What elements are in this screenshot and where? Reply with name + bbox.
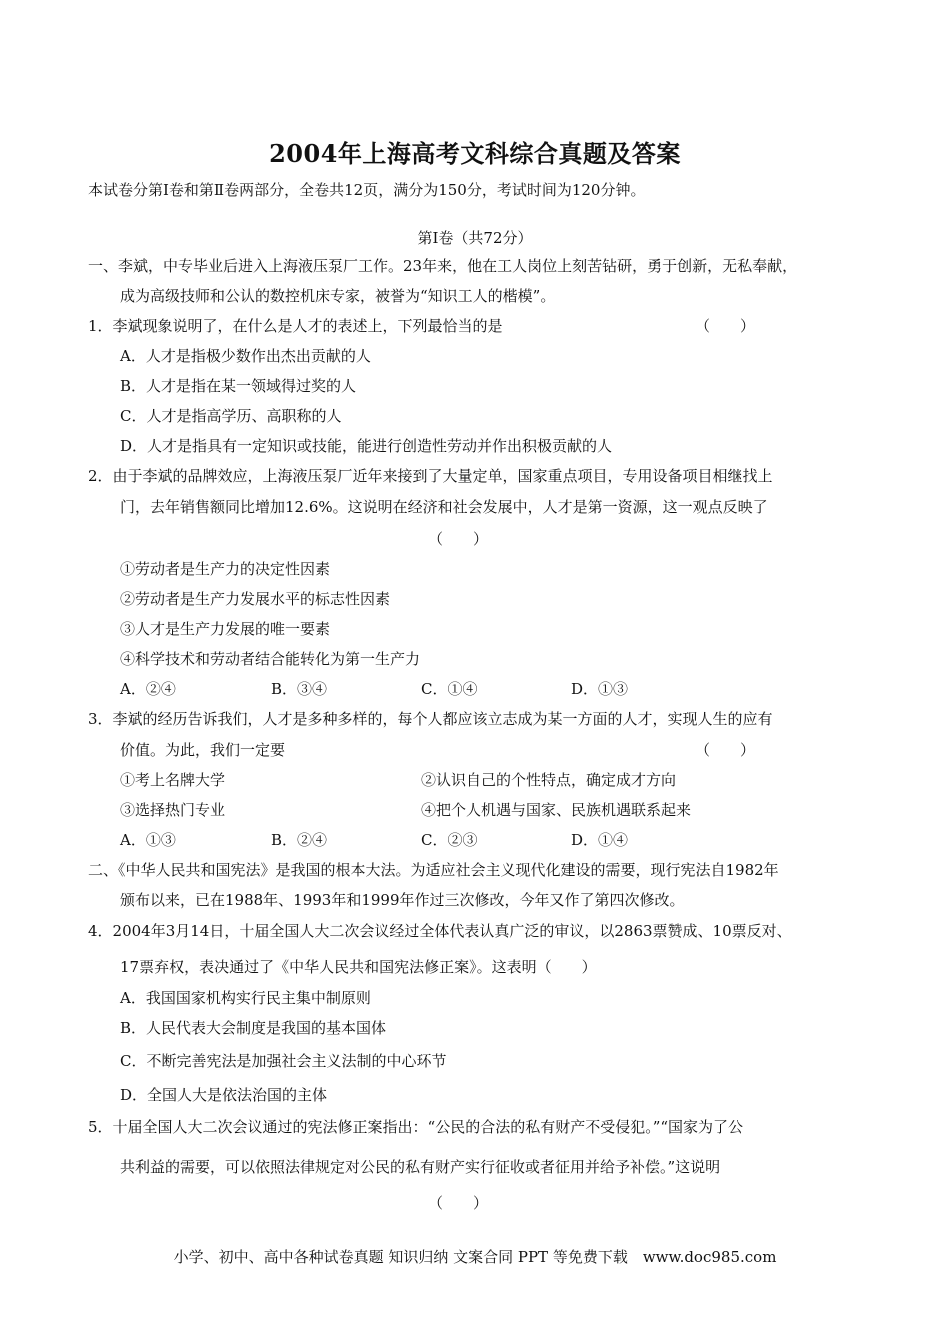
q4-option-b: B．人民代表大会制度是我国的基本国体 <box>120 1019 387 1037</box>
q2-statement-1: ①劳动者是生产力的决定性因素 <box>120 560 331 578</box>
q3-option-d: D．①④ <box>571 831 629 849</box>
q3-stem-line-1: 3．李斌的经历告诉我们，人才是多种多样的，每个人都应该立志成为某一方面的人才，实现人生的应有 <box>88 710 773 728</box>
q3-statement-4: ④把个人机遇与国家、民族机遇联系起来 <box>421 801 692 819</box>
q2-answer-blank: （ ） <box>428 530 489 548</box>
exam-intro: 本试卷分第Ⅰ卷和第Ⅱ卷两部分，全卷共12页，满分为150分，考试时间为120分钟。 <box>88 181 646 199</box>
q2-stem-line-1: 2．由于李斌的品牌效应，上海液压泵厂近年来接到了大量定单，国家重点项目，专用设备项目相继找上 <box>88 467 773 485</box>
q2-statement-2: ②劳动者是生产力发展水平的标志性因素 <box>120 590 391 608</box>
q1-answer-blank: （ ） <box>695 317 756 335</box>
document-title: 2004年上海高考文科综合真题及答案 <box>269 139 681 168</box>
q3-option-a: A．①③ <box>120 831 176 849</box>
q4-stem-line-1: 4．2004年3月14日，十届全国人大二次会议经过全体代表认真广泛的审议，以2863票赞成、10票反对、 <box>88 922 792 940</box>
passage-1-line-2: 成为高级技师和公认的数控机床专家，被誉为“知识工人的楷模”。 <box>120 287 556 305</box>
q2-statement-3: ③人才是生产力发展的唯一要素 <box>120 620 331 638</box>
q1-option-b: B．人才是指在某一领域得过奖的人 <box>120 377 357 395</box>
q2-stem-line-2: 门，去年销售额同比增加12.6%。这说明在经济和社会发展中，人才是第一资源，这一观点反映了 <box>120 498 768 516</box>
passage-1-line-1: 一、李斌，中专毕业后进入上海液压泵厂工作。23年来，他在工人岗位上刻苦钻研，勇于创新，无私奉献， <box>88 257 798 275</box>
passage-2-line-1: 二、《中华人民共和国宪法》是我国的根本大法。为适应社会主义现代化建设的需要，现行宪法自1982年 <box>88 861 779 879</box>
q3-stem-line-2: 价值。为此，我们一定要 <box>120 741 286 759</box>
q4-stem-line-2: 17票弃权，表决通过了《中华人民共和国宪法修正案》。这表明（ ） <box>120 958 597 976</box>
q2-statement-4: ④科学技术和劳动者结合能转化为第一生产力 <box>120 650 421 668</box>
q3-option-c: C．②③ <box>421 831 478 849</box>
q5-stem-line-1: 5．十届全国人大二次会议通过的宪法修正案指出：“公民的合法的私有财产不受侵犯。”“国家为了公 <box>88 1118 744 1136</box>
q2-option-c: C．①④ <box>421 680 478 698</box>
page-footer: 小学、初中、高中各种试卷真题 知识归纳 文案合同 PPT 等免费下载 www.doc985.com <box>173 1248 777 1266</box>
q1-stem: 1．李斌现象说明了，在什么是人才的表述上，下列最恰当的是 <box>88 317 503 335</box>
q3-answer-blank: （ ） <box>695 741 756 759</box>
q5-stem-line-2: 共利益的需要，可以依照法律规定对公民的私有财产实行征收或者征用并给予补偿。”这说明 <box>120 1158 721 1176</box>
q4-option-a: A．我国国家机构实行民主集中制原则 <box>120 989 371 1007</box>
q5-answer-blank: （ ） <box>428 1194 489 1212</box>
q1-option-c: C．人才是指高学历、高职称的人 <box>120 407 342 425</box>
q3-option-b: B．②④ <box>271 831 328 849</box>
q1-option-d: D．人才是指具有一定知识或技能，能进行创造性劳动并作出积极贡献的人 <box>120 437 613 455</box>
section-header: 第Ⅰ卷（共72分） <box>417 229 533 247</box>
q4-option-c: C．不断完善宪法是加强社会主义法制的中心环节 <box>120 1052 447 1070</box>
q1-option-a: A．人才是指极少数作出杰出贡献的人 <box>120 347 371 365</box>
passage-2-line-2: 颁布以来，已在1988年、1993年和1999年作过三次修改，今年又作了第四次修改。 <box>120 891 685 909</box>
q3-statement-1: ①考上名牌大学 <box>120 771 226 789</box>
q2-option-d: D．①③ <box>571 680 629 698</box>
q2-option-b: B．③④ <box>271 680 328 698</box>
q3-statement-2: ②认识自己的个性特点，确定成才方向 <box>421 771 677 789</box>
q4-option-d: D．全国人大是依法治国的主体 <box>120 1086 328 1104</box>
q2-option-a: A．②④ <box>120 680 176 698</box>
q3-statement-3: ③选择热门专业 <box>120 801 226 819</box>
